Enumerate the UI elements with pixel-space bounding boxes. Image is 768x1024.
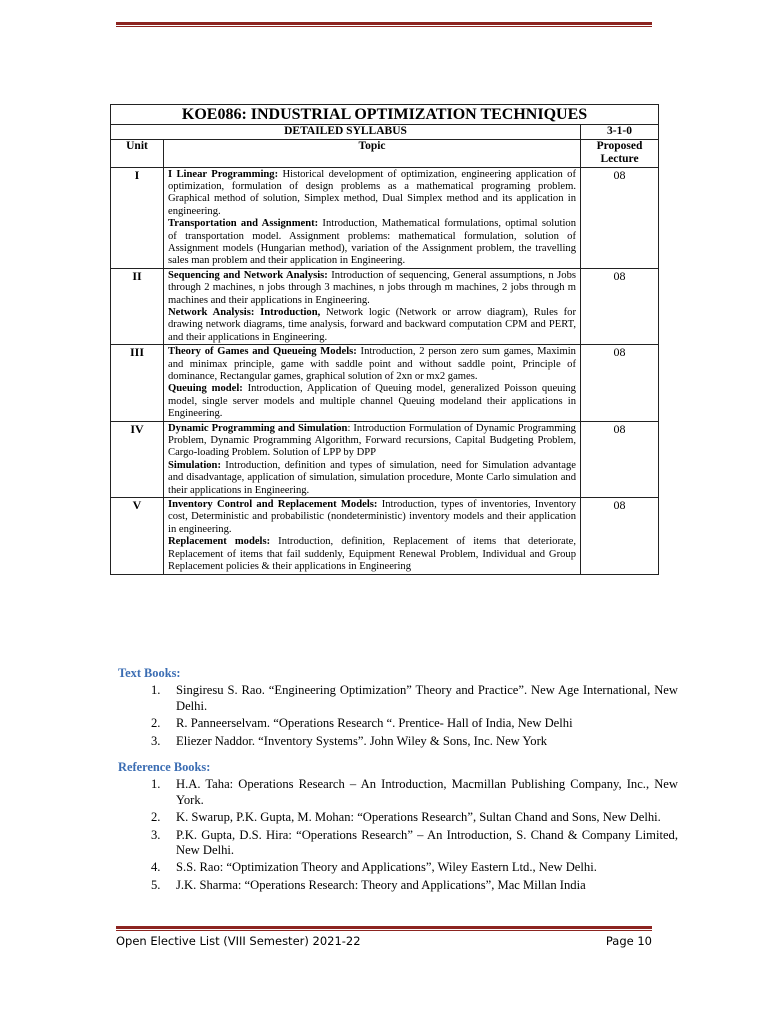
topic-section: [168, 346, 576, 383]
reference-books-title: Reference Books:: [118, 760, 211, 774]
list-number: 1.: [151, 683, 161, 698]
page-number: Page 10: [605, 934, 652, 948]
book-citation: P.K. Gupta, D.S. Hira: “Operations Research” – An Introduction, S. Chand & Company Limited, New Delhi.: [176, 827, 678, 858]
topic-text: Introduction, Application of Queuing model, generalized Poisson queuing model, single server models and multiple channel Queuing modeland their applications in Engineering.: [168, 383, 576, 420]
unit-lectures: 08: [581, 345, 659, 421]
list-number: 3.: [151, 733, 161, 748]
topic-section: [168, 218, 576, 268]
unit-topic: [164, 167, 581, 268]
text-book-item: [118, 734, 678, 749]
topic-heading: Simulation:: [168, 459, 221, 471]
list-number: 5.: [151, 877, 161, 892]
unit-number: II: [111, 268, 164, 344]
topic-heading: Sequencing and Network Analysis:: [168, 269, 328, 281]
book-citation: Eliezer Naddor. “Inventory Systems”. John Wiley & Sons, Inc. New York: [176, 733, 548, 748]
course-title: KOE086: INDUSTRIAL OPTIMIZATION TECHNIQUES: [111, 105, 659, 125]
unit-lectures: 08: [581, 498, 659, 574]
footer-rule: [116, 926, 652, 931]
unit-number: IV: [111, 421, 164, 497]
reference-book-item: [118, 777, 678, 808]
unit-column-header: Unit: [111, 139, 164, 167]
reference-book-item: [118, 878, 678, 893]
topic-text: Introduction, 2 person zero sum games, Maximin and minimax principle, game with saddle point and without saddle point, Principle of dominance, Rectangular games, graphical solution of 2xn or mx2 games.: [168, 346, 576, 382]
unit-lectures: 08: [581, 167, 659, 268]
unit-row: [111, 167, 659, 268]
topic-heading: Theory of Games and Queueing Models:: [168, 346, 357, 358]
topic-text: Introduction of sequencing, General assumptions, n Jobs through 2 machines, n jobs through 3 machines, n jobs through m machines, 2 jobs through m machines and their applications in Engineering.: [168, 269, 577, 306]
book-citation: R. Panneerselvam. “Operations Research “. Prentice- Hall of India, New Delhi: [176, 716, 573, 731]
topic-section: [168, 460, 576, 497]
unit-topic: [164, 498, 581, 574]
topic-heading: Transportation and Assignment:: [168, 218, 319, 230]
unit-number: V: [111, 498, 164, 574]
reference-books-list: [118, 777, 678, 893]
unit-topic: [164, 421, 581, 497]
topic-text: Introduction, definition and types of simulation, need for Simulation advantage and disadvantage, application of simulation, simulation procedure, Monte Carlo simulation and their applications in Engineering.: [168, 459, 576, 496]
text-books-section: [118, 666, 678, 751]
topic-section: [168, 169, 576, 219]
topic-text: Network logic (Network or arrow diagram), Rules for drawing network diagrams, time analysis, forward and backward computation CPM and PERT, and their applications in Engineering.: [168, 306, 577, 343]
text-book-item: [118, 683, 678, 714]
syllabus-table: [110, 104, 659, 575]
topic-section: [168, 423, 576, 460]
unit-topic: [164, 268, 581, 344]
topic-text: Introduction, definition, Replacement of items that deteriorate, Replacement of items that fail suddenly, Equipment Renewal Problem, Individual and Group Replacement policies & their applications in Engineering: [168, 536, 576, 573]
reference-book-item: [118, 860, 678, 875]
unit-rows: [111, 167, 659, 574]
topic-column-header: Topic: [164, 139, 581, 167]
unit-number: III: [111, 345, 164, 421]
syllabus-label-row: [111, 125, 659, 140]
book-citation: H.A. Taha: Operations Research – An Introduction, Macmillan Publishing Company, Inc., New York.: [176, 777, 678, 807]
text-books-list: [118, 683, 678, 749]
list-number: 3.: [151, 827, 161, 842]
title-row: [111, 105, 659, 125]
topic-text: Historical development of optimization, engineering application of optimization, formulation of design problems as a mathematical programing problem. Graphical method of solution, Simplex method, Dual Simplex method and its application in engineering.: [168, 168, 576, 217]
topic-text: : Introduction Formulation of Dynamic Programming Problem, Dynamic Programming Algorithm, Forward recursions, Capital Budgeting Problem, Cargo-loading Problem. Solution of LPP by DPP: [168, 422, 576, 459]
reference-book-item: [118, 828, 678, 859]
topic-section: [168, 536, 576, 573]
unit-row: [111, 345, 659, 421]
topic-text: Introduction, Mathematical formulations, optimal solution of transportation model. Assignment problems: mathematical formulation, solution of Assignment models (Hungarian method), variation of the Assignment problem, the travelling sales man problem and their application in Engineering.: [168, 218, 576, 267]
syllabus-label: DETAILED SYLLABUS: [111, 125, 581, 140]
topic-heading: Inventory Control and Replacement Models:: [168, 499, 378, 511]
topic-section: [168, 307, 576, 344]
topic-heading: I Linear Programming:: [168, 168, 279, 180]
text-books-title: Text Books:: [118, 666, 181, 680]
column-header-row: [111, 139, 659, 167]
unit-row: [111, 268, 659, 344]
reference-book-item: [118, 810, 678, 825]
text-book-item: [118, 716, 678, 731]
page-footer: [116, 934, 652, 948]
book-citation: K. Swarup, P.K. Gupta, M. Mohan: “Operations Research”, Sultan Chand and Sons, New Delhi.: [176, 810, 661, 825]
list-number: 2.: [151, 716, 161, 731]
topic-heading: Queuing model:: [168, 383, 243, 395]
unit-lectures: 08: [581, 421, 659, 497]
header-rule: [116, 22, 652, 27]
book-citation: S.S. Rao: “Optimization Theory and Applications”, Wiley Eastern Ltd., New Delhi.: [176, 860, 597, 875]
lecture-column-header: Proposed Lecture: [581, 139, 659, 167]
list-number: 2.: [151, 810, 161, 825]
list-number: 1.: [151, 777, 161, 792]
unit-topic: [164, 345, 581, 421]
list-number: 4.: [151, 860, 161, 875]
topic-heading: Dynamic Programming and Simulation: [168, 422, 348, 434]
book-citation: J.K. Sharma: “Operations Research: Theory and Applications”, Mac Millan India: [176, 877, 586, 892]
footer-title: Open Elective List (VIII Semester) 2021-22: [116, 934, 361, 948]
unit-number: I: [111, 167, 164, 268]
ltp-value: 3-1-0: [581, 125, 659, 140]
topic-section: [168, 499, 576, 536]
reference-books-section: [118, 760, 678, 895]
book-citation: Singiresu S. Rao. “Engineering Optimization” Theory and Practice”. New Age International, New Delhi.: [176, 683, 678, 713]
topic-section: [168, 270, 576, 307]
topic-heading: Replacement models:: [168, 536, 271, 548]
unit-lectures: 08: [581, 268, 659, 344]
topic-heading: Network Analysis: Introduction,: [168, 306, 321, 318]
topic-text: Introduction, types of inventories, Inventory cost, Deterministic and probabilistic (nondeterministic) inventory models and their application in engineering.: [168, 499, 576, 535]
unit-row: [111, 421, 659, 497]
unit-row: [111, 498, 659, 574]
topic-section: [168, 383, 576, 420]
